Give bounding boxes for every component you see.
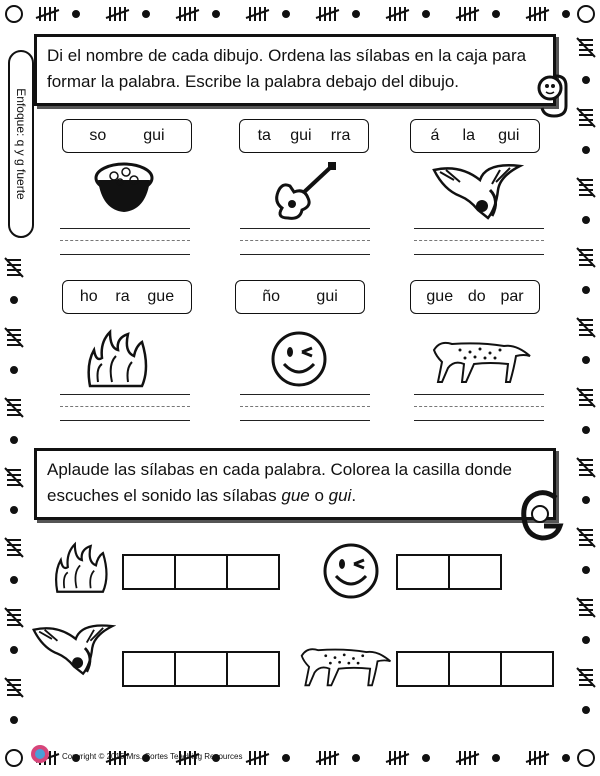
syllable-box[interactable] <box>396 554 450 590</box>
syllable-box[interactable] <box>448 554 502 590</box>
instruction-text-2: Aplaude las sílabas en cada palabra. Colorea la casilla donde escuches el sonido las sílabas <box>47 460 512 505</box>
syllable-box[interactable] <box>396 651 450 687</box>
syllable-gue: gue <box>281 486 310 505</box>
syllable: rra <box>330 127 351 144</box>
side-tab-label: Enfoque: q y g fuerte <box>14 88 28 200</box>
syllable: gue <box>147 288 175 305</box>
syllable-card-6 <box>410 280 540 314</box>
syllable-box[interactable] <box>174 554 228 590</box>
instruction-text-1: Di el nombre de cada dibujo. Ordena las sílabas en la caja para formar la palabra. Escribe la palabra debajo del dibujo. <box>47 46 527 91</box>
copyright-text: Copyright © 2015 Mrs. Cortes Teaching Resources <box>62 752 243 761</box>
syllable: so <box>89 127 107 144</box>
syllable-boxes-fire <box>124 554 280 590</box>
syllable-card-3 <box>410 119 540 153</box>
instruction-box-2 <box>34 448 556 520</box>
syllable-box[interactable] <box>174 651 228 687</box>
wink-face-icon <box>270 330 328 388</box>
syllable-box[interactable] <box>122 554 176 590</box>
syllable: ta <box>257 127 271 144</box>
logo-icon <box>30 744 50 764</box>
syllable-card-5 <box>235 280 365 314</box>
syllable: do <box>467 288 486 305</box>
syllable: gui <box>143 127 165 144</box>
syllable-boxes-wink-face <box>398 554 502 590</box>
syllable-card-2 <box>239 119 369 153</box>
syllable: gui <box>290 127 312 144</box>
syllable-boxes-cheetah <box>398 651 554 687</box>
syllable-card-4 <box>62 280 192 314</box>
syllable-card-1 <box>62 119 192 153</box>
guitar-icon <box>272 160 338 222</box>
syllable: ño <box>262 288 280 305</box>
eagle-icon <box>30 620 116 678</box>
syllable-box[interactable] <box>122 651 176 687</box>
writing-line-2[interactable] <box>240 224 370 258</box>
letter-g-mascot-icon <box>526 72 570 118</box>
soup-bowl-icon <box>92 160 156 216</box>
conjunction: o <box>309 486 329 505</box>
copyright <box>62 752 243 761</box>
period: . <box>351 486 357 505</box>
syllable: par <box>500 288 524 305</box>
letter-g-mascot-icon <box>516 488 568 542</box>
syllable: ra <box>115 288 130 305</box>
syllable-box[interactable] <box>500 651 554 687</box>
instruction-box-1 <box>34 34 556 106</box>
syllable: gue <box>426 288 454 305</box>
syllable-box[interactable] <box>448 651 502 687</box>
cheetah-icon <box>298 640 396 690</box>
fire-icon <box>52 540 110 596</box>
syllable: gui <box>316 288 338 305</box>
syllable: gui <box>498 127 520 144</box>
syllable: la <box>462 127 475 144</box>
writing-line-4[interactable] <box>60 390 190 424</box>
syllable: ho <box>79 288 98 305</box>
side-tab <box>8 50 34 238</box>
syllable-box[interactable] <box>226 651 280 687</box>
syllable: á <box>430 127 440 144</box>
writing-line-5[interactable] <box>240 390 370 424</box>
syllable-gui: gui <box>328 486 352 505</box>
syllable-box[interactable] <box>226 554 280 590</box>
fire-icon <box>84 328 150 390</box>
wink-face-icon <box>322 542 380 600</box>
eagle-icon <box>430 160 524 222</box>
writing-line-3[interactable] <box>414 224 544 258</box>
syllable-boxes-eagle <box>124 651 280 687</box>
writing-line-1[interactable] <box>60 224 190 258</box>
writing-line-6[interactable] <box>414 390 544 424</box>
cheetah-icon <box>430 334 536 386</box>
